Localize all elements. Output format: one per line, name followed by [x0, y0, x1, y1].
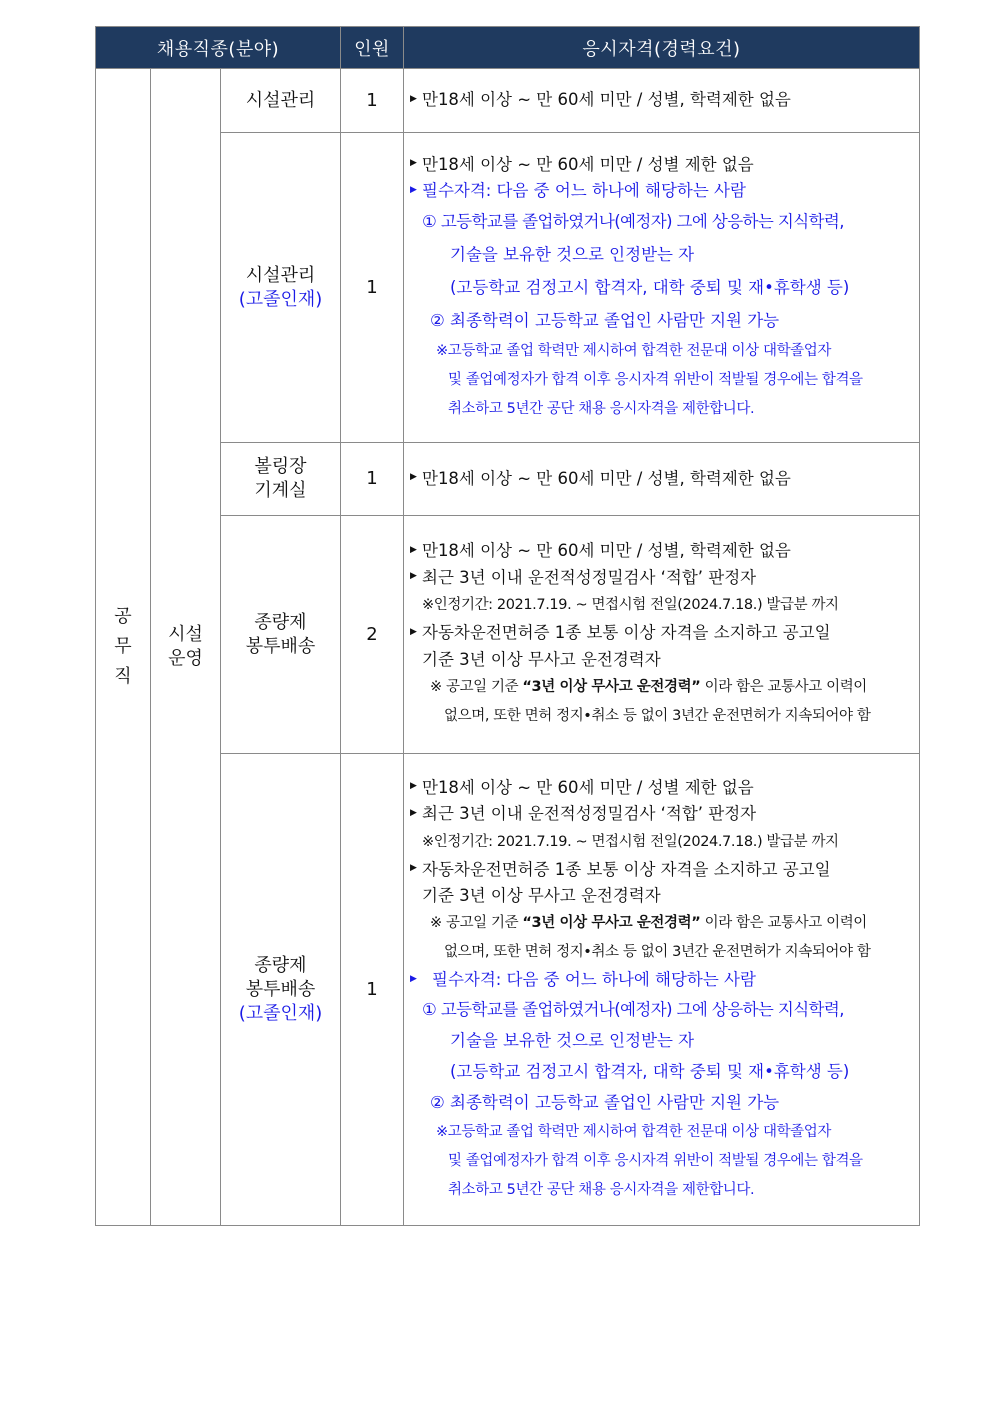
qualification-cell — [404, 516, 920, 754]
req-line — [410, 466, 915, 493]
triangle-bullet-icon: ▶ — [410, 544, 417, 555]
req-note: ※인정기간: 2021.7.19. ~ 면접시험 전일(2024.7.18.) 발급분 까지 — [422, 597, 839, 614]
category-main-cell — [96, 69, 151, 1226]
job-name: 종량제 — [254, 611, 307, 633]
triangle-bullet-icon: ▶ — [410, 863, 417, 873]
job-name: 종량제 — [254, 954, 307, 976]
category-sub-cell — [151, 69, 221, 1226]
job-name-tag: (고졸인재) — [238, 1002, 323, 1024]
req-line — [410, 565, 915, 592]
req-text: 만18세 이상 ~ 만 60세 미만 / 성별 제한 없음 — [422, 154, 754, 174]
req-text: 자동차운전면허증 1종 보통 이상 자격을 소지하고 공고일 — [422, 623, 831, 643]
req-text: 만18세 이상 ~ 만 60세 미만 / 성별, 학력제한 없음 — [422, 541, 791, 561]
req-note: 없으며, 또한 면허 정지•취소 등 없이 3년간 운전면허가 지속되어야 함 — [444, 707, 871, 724]
header-headcount: 인원 — [341, 27, 404, 69]
job-name-line2: 봉투배송 — [245, 978, 316, 1000]
job-name-line2: 봉투배송 — [245, 635, 316, 657]
qualification-cell — [404, 69, 920, 133]
category-sub-line1: 시설 — [168, 624, 203, 645]
job-name-cell — [221, 133, 341, 443]
category-main-label: 공 무 직 — [114, 606, 132, 687]
recruitment-table — [95, 26, 920, 1226]
table-row — [96, 69, 920, 133]
req-note: 및 졸업예정자가 합격 이후 응시자격 위반이 적발될 경우에는 합격을 — [448, 1152, 863, 1169]
req-text: 최근 3년 이내 운전적성정밀검사 ‘적합’ 판정자 — [422, 567, 757, 587]
req-line — [410, 775, 915, 802]
req-note-text: ※ 공고일 기준 — [430, 915, 523, 931]
req-note-text: 이라 함은 교통사고 이력이 — [700, 678, 867, 695]
req-note — [410, 909, 915, 938]
req-line: (고등학교 검정고시 합격자, 대학 중퇴 및 재•휴학생 등) — [450, 277, 850, 297]
triangle-bullet-icon: ▶ — [410, 93, 417, 104]
triangle-bullet-icon: ▶ — [410, 158, 417, 168]
req-line — [410, 178, 915, 205]
req-note: 취소하고 5년간 공단 채용 응시자격을 제한합니다. — [448, 400, 755, 417]
triangle-bullet-icon: ▶ — [410, 973, 417, 984]
req-line: ② 최종학력이 고등학교 졸업인 사람만 지원 가능 — [430, 1092, 780, 1112]
req-text: 필수자격: 다음 중 어느 하나에 해당하는 사람 — [432, 970, 756, 989]
qualification-cell — [404, 133, 920, 443]
header-qualifications: 응시자격(경력요건) — [404, 27, 920, 69]
triangle-bullet-icon: ▶ — [410, 571, 417, 582]
job-name-line2: 기계실 — [254, 480, 307, 501]
req-text: 만18세 이상 ~ 만 60세 미만 / 성별, 학력제한 없음 — [422, 468, 791, 488]
req-line — [410, 801, 915, 828]
triangle-bullet-icon: ▶ — [410, 626, 417, 637]
req-text: 만18세 이상 ~ 만 60세 미만 / 성별, 학력제한 없음 — [422, 90, 791, 110]
triangle-bullet-icon: ▶ — [410, 807, 417, 818]
req-line: ① 고등학교를 졸업하였거나(예정자) 그에 상응하는 지식학력, — [422, 999, 844, 1019]
job-name: 시설관리 — [245, 264, 316, 286]
req-note-text: 이라 함은 교통사고 이력이 — [700, 915, 867, 931]
header-job-type: 채용직종(분야) — [96, 27, 341, 69]
req-note: 및 졸업예정자가 합격 이후 응시자격 위반이 적발될 경우에는 합격을 — [448, 371, 863, 388]
headcount-cell: 1 — [341, 133, 404, 443]
req-note: ※인정기간: 2021.7.19. ~ 면접시험 전일(2024.7.18.) 발급분 까지 — [422, 833, 839, 850]
req-line — [410, 857, 915, 884]
req-line — [410, 967, 915, 994]
req-line — [410, 620, 915, 647]
req-line — [410, 152, 915, 179]
headcount-cell: 1 — [341, 754, 404, 1226]
job-name: 시설관리 — [245, 89, 316, 111]
req-text: 만18세 이상 ~ 만 60세 미만 / 성별 제한 없음 — [422, 777, 754, 797]
triangle-bullet-icon: ▶ — [410, 781, 417, 791]
req-text: 필수자격: 다음 중 어느 하나에 해당하는 사람 — [422, 181, 746, 200]
qualification-cell — [404, 443, 920, 516]
req-note-emphasis: “3년 이상 무사고 운전경력” — [522, 915, 701, 931]
qualification-cell — [404, 754, 920, 1226]
job-name: 볼링장 — [254, 456, 307, 477]
table-header-row — [96, 27, 920, 69]
req-text: 자동차운전면허증 1종 보통 이상 자격을 소지하고 공고일 — [422, 859, 831, 879]
req-line: 기준 3년 이상 무사고 운전경력자 — [422, 886, 661, 905]
req-note-text: ※ 공고일 기준 — [430, 678, 523, 695]
req-note: ※고등학교 졸업 학력만 제시하여 합격한 전문대 이상 대학졸업자 — [436, 1123, 831, 1140]
req-line — [410, 538, 915, 565]
req-note: 취소하고 5년간 공단 채용 응시자격을 제한합니다. — [448, 1181, 755, 1198]
job-name-tag: (고졸인재) — [238, 288, 323, 310]
req-line: (고등학교 검정고시 합격자, 대학 중퇴 및 재•휴학생 등) — [450, 1061, 850, 1081]
req-text: 최근 3년 이내 운전적성정밀검사 ‘적합’ 판정자 — [422, 804, 757, 823]
job-name-cell — [221, 69, 341, 133]
headcount-cell: 1 — [341, 69, 404, 133]
req-note: ※고등학교 졸업 학력만 제시하여 합격한 전문대 이상 대학졸업자 — [436, 342, 831, 359]
headcount-cell: 1 — [341, 443, 404, 516]
req-note-emphasis: “3년 이상 무사고 운전경력” — [522, 678, 701, 695]
triangle-bullet-icon: ▶ — [410, 184, 417, 195]
req-line — [410, 87, 915, 114]
req-note: 없으며, 또한 면허 정지•취소 등 없이 3년간 운전면허가 지속되어야 함 — [444, 944, 871, 960]
req-line: ② 최종학력이 고등학교 졸업인 사람만 지원 가능 — [430, 310, 780, 330]
req-line: ① 고등학교를 졸업하였거나(예정자) 그에 상응하는 지식학력, — [422, 211, 844, 231]
req-line: 기준 3년 이상 무사고 운전경력자 — [422, 649, 661, 669]
req-line: 기술을 보유한 것으로 인정받는 자 — [450, 244, 695, 264]
job-name-cell — [221, 443, 341, 516]
req-line: 기술을 보유한 것으로 인정받는 자 — [450, 1030, 695, 1050]
req-note — [410, 673, 915, 702]
job-name-cell — [221, 516, 341, 754]
triangle-bullet-icon: ▶ — [410, 472, 417, 483]
category-sub-line2: 운영 — [168, 648, 203, 669]
headcount-cell: 2 — [341, 516, 404, 754]
job-name-cell — [221, 754, 341, 1226]
